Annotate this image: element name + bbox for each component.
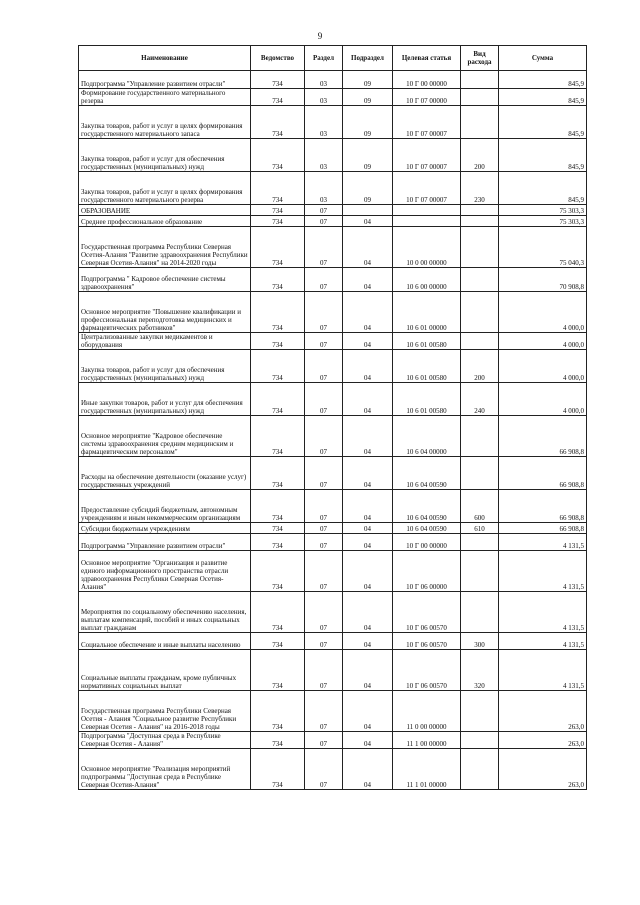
cell-vedomstvo: 734 [251, 551, 305, 592]
table-row [79, 633, 587, 650]
table-row [79, 216, 587, 227]
cell-name: Социальные выплаты гражданам, кроме публичных нормативных социальных выплат [79, 650, 251, 691]
cell-name: Закупка товаров, работ и услуг для обеспечения государственных (муниципальных) нужд [79, 350, 251, 383]
table-row [79, 534, 587, 551]
cell-podrazdel: 04 [343, 534, 393, 551]
table-row [79, 749, 587, 790]
cell-celevaya-statya [393, 216, 461, 227]
cell-vid-raskhoda [461, 732, 499, 749]
table-row [79, 71, 587, 89]
cell-podrazdel: 09 [343, 89, 393, 106]
cell-celevaya-statya: 10 Г 06 00000 [393, 551, 461, 592]
table-row [79, 106, 587, 139]
cell-vedomstvo: 734 [251, 172, 305, 205]
table-row [79, 333, 587, 350]
cell-vid-raskhoda [461, 205, 499, 216]
cell-podrazdel: 09 [343, 106, 393, 139]
table-row [79, 383, 587, 416]
cell-razdel: 03 [305, 139, 343, 172]
table-row [79, 551, 587, 592]
budget-table [78, 45, 587, 790]
cell-name: Среднее профессиональное образование [79, 216, 251, 227]
cell-vedomstvo: 734 [251, 534, 305, 551]
cell-vedomstvo: 734 [251, 633, 305, 650]
cell-podrazdel: 04 [343, 633, 393, 650]
cell-podrazdel: 04 [343, 292, 393, 333]
cell-celevaya-statya: 11 1 01 00000 [393, 749, 461, 790]
cell-vid-raskhoda: 320 [461, 650, 499, 691]
cell-vedomstvo: 734 [251, 523, 305, 534]
cell-celevaya-statya [393, 205, 461, 216]
cell-summa: 845,9 [499, 71, 587, 89]
cell-celevaya-statya: 10 6 01 00580 [393, 350, 461, 383]
cell-podrazdel: 04 [343, 457, 393, 490]
cell-razdel: 07 [305, 732, 343, 749]
cell-name: Расходы на обеспечение деятельности (оказание услуг) государственных учреждений [79, 457, 251, 490]
cell-razdel: 07 [305, 490, 343, 523]
cell-celevaya-statya: 11 1 00 00000 [393, 732, 461, 749]
cell-podrazdel: 04 [343, 551, 393, 592]
table-row [79, 89, 587, 106]
table-row [79, 592, 587, 633]
cell-vedomstvo: 734 [251, 592, 305, 633]
cell-vedomstvo: 734 [251, 416, 305, 457]
cell-vid-raskhoda: 300 [461, 633, 499, 650]
cell-podrazdel: 04 [343, 691, 393, 732]
cell-celevaya-statya: 10 Г 07 00007 [393, 172, 461, 205]
cell-razdel: 07 [305, 227, 343, 268]
table-row [79, 292, 587, 333]
cell-name: Закупка товаров, работ и услуг для обеспечения государственных (муниципальных) нужд [79, 139, 251, 172]
header-vid-raskhoda: Вид расхода [461, 46, 499, 71]
cell-summa: 4 131,5 [499, 650, 587, 691]
cell-name: Подпрограмма " Кадровое обеспечение системы здравоохранения" [79, 268, 251, 292]
cell-razdel: 07 [305, 350, 343, 383]
cell-podrazdel: 04 [343, 350, 393, 383]
header-podrazdel: Подраздел [343, 46, 393, 71]
cell-podrazdel: 04 [343, 490, 393, 523]
cell-razdel: 07 [305, 292, 343, 333]
cell-vedomstvo: 734 [251, 227, 305, 268]
cell-razdel: 07 [305, 749, 343, 790]
cell-name: Иные закупки товаров, работ и услуг для обеспечения государственных (муниципальных) нужд [79, 383, 251, 416]
cell-summa: 4 000,0 [499, 350, 587, 383]
cell-podrazdel: 04 [343, 416, 393, 457]
cell-podrazdel: 04 [343, 592, 393, 633]
cell-podrazdel: 04 [343, 523, 393, 534]
cell-vedomstvo: 734 [251, 268, 305, 292]
cell-name: Основное мероприятие "Организация и развитие единого информационного пространства отрасли здравоохранения Республики Северная Осетия-Алания" [79, 551, 251, 592]
cell-razdel: 07 [305, 650, 343, 691]
cell-summa: 263,0 [499, 732, 587, 749]
cell-razdel: 07 [305, 416, 343, 457]
table-body [79, 71, 587, 790]
cell-celevaya-statya: 10 Г 00 00000 [393, 534, 461, 551]
cell-vedomstvo: 734 [251, 139, 305, 172]
cell-podrazdel: 04 [343, 333, 393, 350]
cell-summa: 263,0 [499, 691, 587, 732]
cell-vid-raskhoda [461, 333, 499, 350]
cell-vid-raskhoda [461, 534, 499, 551]
cell-podrazdel: 09 [343, 172, 393, 205]
table-header-row [79, 46, 587, 71]
cell-celevaya-statya: 10 Г 00 00000 [393, 71, 461, 89]
cell-vid-raskhoda [461, 227, 499, 268]
cell-celevaya-statya: 10 Г 06 00570 [393, 592, 461, 633]
cell-vid-raskhoda: 600 [461, 490, 499, 523]
cell-razdel: 03 [305, 106, 343, 139]
cell-vedomstvo: 734 [251, 383, 305, 416]
cell-summa: 70 908,8 [499, 268, 587, 292]
cell-summa: 4 000,0 [499, 333, 587, 350]
cell-vedomstvo: 734 [251, 749, 305, 790]
cell-summa: 4 131,5 [499, 633, 587, 650]
cell-vid-raskhoda: 200 [461, 139, 499, 172]
cell-podrazdel: 04 [343, 268, 393, 292]
table-row [79, 268, 587, 292]
cell-vedomstvo: 734 [251, 490, 305, 523]
cell-celevaya-statya: 10 Г 06 00570 [393, 633, 461, 650]
cell-name: Государственная программа Республики Северная Осетия - Алания "Социальное развитие Республики Северная Осетия - Алания" на 2016-2018 годы [79, 691, 251, 732]
cell-vid-raskhoda [461, 691, 499, 732]
cell-celevaya-statya: 10 6 00 00000 [393, 268, 461, 292]
cell-summa: 66 908,8 [499, 490, 587, 523]
table-row [79, 350, 587, 383]
cell-summa: 263,0 [499, 749, 587, 790]
cell-summa: 66 908,8 [499, 523, 587, 534]
header-vedomstvo: Ведомство [251, 46, 305, 71]
table-row [79, 523, 587, 534]
cell-razdel: 03 [305, 172, 343, 205]
cell-summa: 66 908,8 [499, 416, 587, 457]
table-row [79, 416, 587, 457]
cell-summa: 75 040,3 [499, 227, 587, 268]
cell-celevaya-statya: 10 6 04 00590 [393, 490, 461, 523]
header-name: Наименование [79, 46, 251, 71]
cell-podrazdel: 04 [343, 216, 393, 227]
cell-podrazdel: 04 [343, 383, 393, 416]
cell-name: Формирование государственного материального резерва [79, 89, 251, 106]
cell-celevaya-statya: 10 6 01 00000 [393, 292, 461, 333]
cell-celevaya-statya: 10 6 04 00590 [393, 523, 461, 534]
cell-vid-raskhoda [461, 749, 499, 790]
cell-podrazdel [343, 205, 393, 216]
cell-name: Основное мероприятие "Кадровое обеспечение системы здравоохранения средним медицинским и фармацевтическим персоналом" [79, 416, 251, 457]
table-row [79, 732, 587, 749]
table-row [79, 205, 587, 216]
cell-vid-raskhoda [461, 416, 499, 457]
cell-razdel: 07 [305, 551, 343, 592]
cell-summa: 4 131,5 [499, 534, 587, 551]
cell-celevaya-statya: 10 6 04 00590 [393, 457, 461, 490]
cell-summa: 845,9 [499, 172, 587, 205]
cell-name: Основное мероприятие "Повышение квалификации и профессиональная переподготовка медицинских и фармацевтических работников" [79, 292, 251, 333]
cell-name: Основное мероприятие "Реализация мероприятий подпрограммы "Доступная среда в Республике Северная Осетия-Алания" [79, 749, 251, 790]
cell-celevaya-statya: 10 6 04 00000 [393, 416, 461, 457]
cell-vedomstvo: 734 [251, 205, 305, 216]
cell-summa: 845,9 [499, 139, 587, 172]
cell-razdel: 07 [305, 383, 343, 416]
table-row [79, 139, 587, 172]
cell-summa: 4 000,0 [499, 292, 587, 333]
cell-vid-raskhoda [461, 268, 499, 292]
cell-celevaya-statya: 11 0 00 00000 [393, 691, 461, 732]
cell-razdel: 07 [305, 457, 343, 490]
cell-vid-raskhoda [461, 89, 499, 106]
cell-vedomstvo: 734 [251, 350, 305, 383]
cell-summa: 845,9 [499, 106, 587, 139]
header-razdel: Раздел [305, 46, 343, 71]
cell-vid-raskhoda [461, 457, 499, 490]
cell-podrazdel: 09 [343, 139, 393, 172]
cell-vid-raskhoda: 230 [461, 172, 499, 205]
cell-vedomstvo: 734 [251, 691, 305, 732]
cell-name: Централизованные закупки медикаментов и оборудования [79, 333, 251, 350]
cell-name: ОБРАЗОВАНИЕ [79, 205, 251, 216]
cell-razdel: 03 [305, 71, 343, 89]
cell-summa: 75 303,3 [499, 216, 587, 227]
cell-celevaya-statya: 10 0 00 00000 [393, 227, 461, 268]
table-row [79, 227, 587, 268]
cell-vid-raskhoda: 200 [461, 350, 499, 383]
cell-vedomstvo: 734 [251, 216, 305, 227]
cell-vid-raskhoda: 610 [461, 523, 499, 534]
cell-razdel: 07 [305, 268, 343, 292]
cell-summa: 75 303,3 [499, 205, 587, 216]
header-celevaya-statya: Целевая статья [393, 46, 461, 71]
cell-name: Закупка товаров, работ и услуг в целях формирования государственного материального резерва [79, 172, 251, 205]
cell-razdel: 07 [305, 633, 343, 650]
cell-summa: 66 908,8 [499, 457, 587, 490]
cell-celevaya-statya: 10 Г 07 00007 [393, 139, 461, 172]
cell-vid-raskhoda [461, 292, 499, 333]
cell-vedomstvo: 734 [251, 292, 305, 333]
cell-name: Подпрограмма "Управление развитием отрасли" [79, 71, 251, 89]
cell-name: Субсидии бюджетным учреждениям [79, 523, 251, 534]
cell-summa: 4 000,0 [499, 383, 587, 416]
cell-celevaya-statya: 10 6 01 00580 [393, 383, 461, 416]
cell-name: Мероприятия по социальному обеспечению населения, выплатам компенсаций, пособий и иных социальных выплат гражданам [79, 592, 251, 633]
cell-vedomstvo: 734 [251, 71, 305, 89]
cell-razdel: 07 [305, 216, 343, 227]
table-row [79, 650, 587, 691]
cell-vedomstvo: 734 [251, 89, 305, 106]
cell-celevaya-statya: 10 Г 06 00570 [393, 650, 461, 691]
cell-razdel: 07 [305, 205, 343, 216]
table-row [79, 691, 587, 732]
cell-vid-raskhoda [461, 71, 499, 89]
cell-vid-raskhoda: 240 [461, 383, 499, 416]
cell-vedomstvo: 734 [251, 732, 305, 749]
cell-name: Подпрограмма "Доступная среда в Республике Северная Осетия - Алания" [79, 732, 251, 749]
cell-podrazdel: 04 [343, 227, 393, 268]
cell-name: Закупка товаров, работ и услуг в целях формирования государственного материального запаса [79, 106, 251, 139]
table-row [79, 172, 587, 205]
cell-name: Государственная программа Республики Северная Осетия-Алания "Развитие здравоохранения Республики Северная Осетия-Алания" на 2014-2020 годы [79, 227, 251, 268]
table-row [79, 490, 587, 523]
header-summa: Сумма [499, 46, 587, 71]
cell-summa: 845,9 [499, 89, 587, 106]
page-number: 9 [317, 31, 323, 41]
cell-razdel: 07 [305, 333, 343, 350]
cell-celevaya-statya: 10 Г 07 00000 [393, 89, 461, 106]
cell-name: Подпрограмма "Управление развитием отрасли" [79, 534, 251, 551]
cell-vid-raskhoda [461, 216, 499, 227]
cell-podrazdel: 04 [343, 749, 393, 790]
cell-razdel: 07 [305, 523, 343, 534]
cell-razdel: 07 [305, 534, 343, 551]
cell-razdel: 07 [305, 691, 343, 732]
cell-summa: 4 131,5 [499, 592, 587, 633]
cell-celevaya-statya: 10 6 01 00580 [393, 333, 461, 350]
cell-vedomstvo: 734 [251, 650, 305, 691]
cell-name: Социальное обеспечение и иные выплаты населению [79, 633, 251, 650]
cell-vedomstvo: 734 [251, 106, 305, 139]
cell-podrazdel: 04 [343, 732, 393, 749]
cell-vedomstvo: 734 [251, 333, 305, 350]
cell-podrazdel: 09 [343, 71, 393, 89]
cell-vedomstvo: 734 [251, 457, 305, 490]
cell-vid-raskhoda [461, 106, 499, 139]
cell-vid-raskhoda [461, 592, 499, 633]
cell-razdel: 07 [305, 592, 343, 633]
cell-razdel: 03 [305, 89, 343, 106]
cell-podrazdel: 04 [343, 650, 393, 691]
cell-name: Предоставление субсидий бюджетным, автономным учреждениям и иным некоммерческим организациям [79, 490, 251, 523]
table-row [79, 457, 587, 490]
cell-vid-raskhoda [461, 551, 499, 592]
cell-celevaya-statya: 10 Г 07 00007 [393, 106, 461, 139]
cell-summa: 4 131,5 [499, 551, 587, 592]
